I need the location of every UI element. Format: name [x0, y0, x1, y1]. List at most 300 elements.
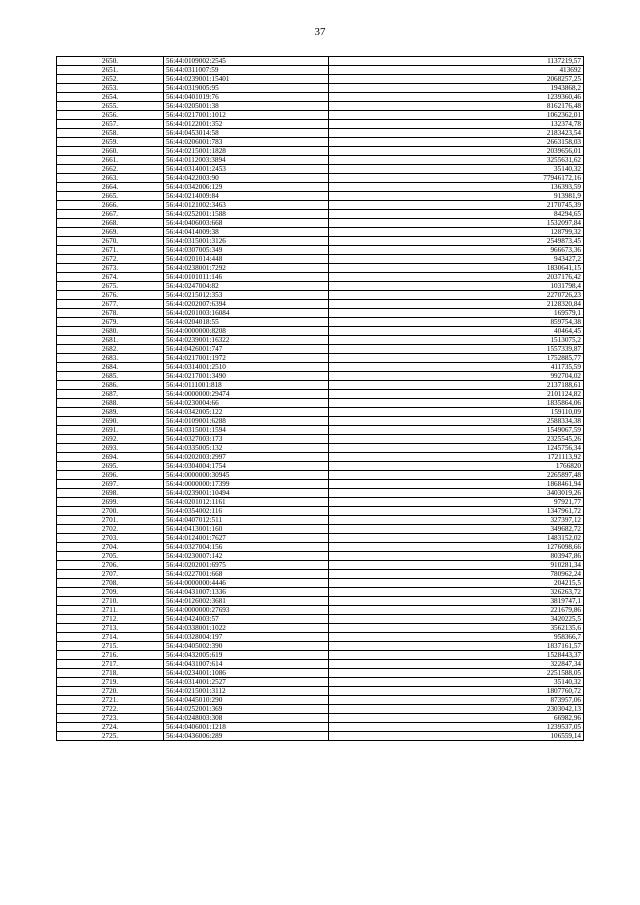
table-row — [57, 435, 584, 444]
cadastral-number-cell: 56:44:0424003:57 — [164, 615, 329, 624]
cadastral-number-cell: 56:44:0205001:38 — [164, 102, 329, 111]
cadastral-number-cell: 56:44:0202007:6394 — [164, 300, 329, 309]
cadastral-number-cell: 56:44:0453014:58 — [164, 129, 329, 138]
amount-cell: 35140,32 — [329, 165, 584, 174]
row-number-cell: 2657. — [57, 120, 164, 129]
amount-cell: 77946172,16 — [329, 174, 584, 183]
row-number-cell: 2662. — [57, 165, 164, 174]
cadastral-number-cell: 56:44:0109001:6288 — [164, 417, 329, 426]
table-row — [57, 390, 584, 399]
cadastral-number-cell: 56:44:0217001:1972 — [164, 354, 329, 363]
cadastral-number-cell: 56:44:0206001:783 — [164, 138, 329, 147]
row-number-cell: 2686. — [57, 381, 164, 390]
amount-cell: 97921,77 — [329, 498, 584, 507]
cadastral-number-cell: 56:44:0234001:1086 — [164, 669, 329, 678]
amount-cell: 128799,32 — [329, 228, 584, 237]
row-number-cell: 2655. — [57, 102, 164, 111]
amount-cell: 1276098,66 — [329, 543, 584, 552]
cadastral-number-cell: 56:44:0314001:2510 — [164, 363, 329, 372]
row-number-cell: 2717. — [57, 660, 164, 669]
cadastral-number-cell: 56:44:0239001:15401 — [164, 75, 329, 84]
amount-cell: 322847,34 — [329, 660, 584, 669]
table-row — [57, 579, 584, 588]
cadastral-number-cell: 56:44:0401019:76 — [164, 93, 329, 102]
amount-cell: 1062362,01 — [329, 111, 584, 120]
cadastral-number-cell: 56:44:0445010:290 — [164, 696, 329, 705]
amount-cell: 1837161,57 — [329, 642, 584, 651]
cadastral-number-cell: 56:44:0342006:129 — [164, 183, 329, 192]
cadastral-number-cell: 56:44:0227001:668 — [164, 570, 329, 579]
table-row — [57, 75, 584, 84]
cadastral-number-cell: 56:44:0422003:90 — [164, 174, 329, 183]
cadastral-number-cell: 56:44:0342005:122 — [164, 408, 329, 417]
amount-cell: 204215,5 — [329, 579, 584, 588]
row-number-cell: 2695. — [57, 462, 164, 471]
amount-cell: 136393,59 — [329, 183, 584, 192]
amount-cell: 2137188,61 — [329, 381, 584, 390]
table-row — [57, 102, 584, 111]
table-row — [57, 363, 584, 372]
row-number-cell: 2652. — [57, 75, 164, 84]
cadastral-number-cell: 56:44:0000000:27693 — [164, 606, 329, 615]
cadastral-number-cell: 56:44:0101011:146 — [164, 273, 329, 282]
cadastral-number-cell: 56:44:0247004:82 — [164, 282, 329, 291]
table-row — [57, 237, 584, 246]
row-number-cell: 2682. — [57, 345, 164, 354]
cadastral-number-cell: 56:44:0000000:17399 — [164, 480, 329, 489]
table-row — [57, 480, 584, 489]
amount-cell: 1721113,92 — [329, 453, 584, 462]
row-number-cell: 2701. — [57, 516, 164, 525]
table-row — [57, 498, 584, 507]
table-row — [57, 516, 584, 525]
cadastral-number-cell: 56:44:0307005:349 — [164, 246, 329, 255]
cadastral-number-cell: 56:44:0230007:142 — [164, 552, 329, 561]
amount-cell: 2251588,05 — [329, 669, 584, 678]
table-row — [57, 354, 584, 363]
amount-cell: 1245756,34 — [329, 444, 584, 453]
amount-cell: 169579,1 — [329, 309, 584, 318]
table-row — [57, 570, 584, 579]
table-row — [57, 84, 584, 93]
row-number-cell: 2723. — [57, 714, 164, 723]
cadastral-number-cell: 56:44:0314001:2453 — [164, 165, 329, 174]
table-row — [57, 462, 584, 471]
cadastral-number-cell: 56:44:0201014:448 — [164, 255, 329, 264]
cadastral-number-cell: 56:44:0000000:30945 — [164, 471, 329, 480]
amount-cell: 1532097,84 — [329, 219, 584, 228]
cadastral-number-cell: 56:44:0215012:353 — [164, 291, 329, 300]
table-row — [57, 552, 584, 561]
row-number-cell: 2702. — [57, 525, 164, 534]
table-row — [57, 219, 584, 228]
row-number-cell: 2696. — [57, 471, 164, 480]
row-number-cell: 2711. — [57, 606, 164, 615]
amount-cell: 2265897,48 — [329, 471, 584, 480]
cadastral-number-cell: 56:44:0202003:2997 — [164, 453, 329, 462]
table-row — [57, 255, 584, 264]
row-number-cell: 2698. — [57, 489, 164, 498]
row-number-cell: 2654. — [57, 93, 164, 102]
cadastral-number-cell: 56:44:0252001:369 — [164, 705, 329, 714]
cadastral-number-cell: 56:44:0436006:289 — [164, 732, 329, 741]
amount-cell: 221679,86 — [329, 606, 584, 615]
table-row — [57, 138, 584, 147]
row-number-cell: 2710. — [57, 597, 164, 606]
row-number-cell: 2704. — [57, 543, 164, 552]
amount-cell: 913981,9 — [329, 192, 584, 201]
cadastral-number-cell: 56:44:0335005:132 — [164, 444, 329, 453]
table-row — [57, 705, 584, 714]
table-row — [57, 543, 584, 552]
amount-cell: 1137219,57 — [329, 57, 584, 66]
table-row — [57, 228, 584, 237]
cadastral-number-cell: 56:44:0000000:8208 — [164, 327, 329, 336]
amount-cell: 2170745,39 — [329, 201, 584, 210]
cadastral-number-cell: 56:44:0319005:95 — [164, 84, 329, 93]
amount-cell: 66982,96 — [329, 714, 584, 723]
cadastral-number-cell: 56:44:0315001:1594 — [164, 426, 329, 435]
row-number-cell: 2683. — [57, 354, 164, 363]
row-number-cell: 2658. — [57, 129, 164, 138]
row-number-cell: 2688. — [57, 399, 164, 408]
row-number-cell: 2724. — [57, 723, 164, 732]
amount-cell: 3255631,62 — [329, 156, 584, 165]
cadastral-number-cell: 56:44:0109002:2545 — [164, 57, 329, 66]
row-number-cell: 2681. — [57, 336, 164, 345]
table-row — [57, 192, 584, 201]
table-row — [57, 183, 584, 192]
row-number-cell: 2708. — [57, 579, 164, 588]
cadastral-number-cell: 56:44:0413001:160 — [164, 525, 329, 534]
amount-cell: 803947,86 — [329, 552, 584, 561]
amount-cell: 859754,38 — [329, 318, 584, 327]
row-number-cell: 2691. — [57, 426, 164, 435]
row-number-cell: 2687. — [57, 390, 164, 399]
table-row — [57, 399, 584, 408]
row-number-cell: 2671. — [57, 246, 164, 255]
amount-cell: 2549873,45 — [329, 237, 584, 246]
amount-cell: 958366,7 — [329, 633, 584, 642]
cadastral-number-cell: 56:44:0121002:3463 — [164, 201, 329, 210]
cadastral-number-cell: 56:44:0252001:1588 — [164, 210, 329, 219]
table-row — [57, 489, 584, 498]
table-row — [57, 615, 584, 624]
table-row — [57, 426, 584, 435]
row-number-cell: 2692. — [57, 435, 164, 444]
amount-cell: 780962,24 — [329, 570, 584, 579]
cadastral-number-cell: 56:44:0327003:173 — [164, 435, 329, 444]
table-row — [57, 93, 584, 102]
amount-cell: 84294,65 — [329, 210, 584, 219]
amount-cell: 2068257,25 — [329, 75, 584, 84]
cadastral-number-cell: 56:44:0354002:116 — [164, 507, 329, 516]
row-number-cell: 2707. — [57, 570, 164, 579]
table-row — [57, 417, 584, 426]
amount-cell: 1830641,15 — [329, 264, 584, 273]
amount-cell: 1557339,87 — [329, 345, 584, 354]
table-row — [57, 345, 584, 354]
cadastral-number-cell: 56:44:0214009:84 — [164, 192, 329, 201]
row-number-cell: 2713. — [57, 624, 164, 633]
row-number-cell: 2706. — [57, 561, 164, 570]
amount-cell: 1513075,2 — [329, 336, 584, 345]
table-row — [57, 381, 584, 390]
table-body — [57, 57, 584, 741]
cadastral-table — [56, 56, 584, 741]
row-number-cell: 2673. — [57, 264, 164, 273]
row-number-cell: 2670. — [57, 237, 164, 246]
row-number-cell: 2674. — [57, 273, 164, 282]
amount-cell: 3819747,1 — [329, 597, 584, 606]
table-row — [57, 651, 584, 660]
amount-cell: 2588334,38 — [329, 417, 584, 426]
amount-cell: 992704,02 — [329, 372, 584, 381]
row-number-cell: 2656. — [57, 111, 164, 120]
row-number-cell: 2667. — [57, 210, 164, 219]
cadastral-number-cell: 56:44:0230004:66 — [164, 399, 329, 408]
amount-cell: 2037176,42 — [329, 273, 584, 282]
amount-cell: 1943868,2 — [329, 84, 584, 93]
cadastral-number-cell: 56:44:0311007:59 — [164, 66, 329, 75]
row-number-cell: 2650. — [57, 57, 164, 66]
table-row — [57, 129, 584, 138]
amount-cell: 35140,32 — [329, 678, 584, 687]
amount-cell: 3562135,6 — [329, 624, 584, 633]
amount-cell: 8162176,48 — [329, 102, 584, 111]
amount-cell: 1239537,05 — [329, 723, 584, 732]
cadastral-number-cell: 56:44:0215001:1828 — [164, 147, 329, 156]
row-number-cell: 2665. — [57, 192, 164, 201]
cadastral-number-cell: 56:44:0407012:511 — [164, 516, 329, 525]
amount-cell: 1347961,72 — [329, 507, 584, 516]
row-number-cell: 2661. — [57, 156, 164, 165]
row-number-cell: 2715. — [57, 642, 164, 651]
row-number-cell: 2678. — [57, 309, 164, 318]
row-number-cell: 2651. — [57, 66, 164, 75]
table-row — [57, 318, 584, 327]
amount-cell: 1807760,72 — [329, 687, 584, 696]
table-row — [57, 588, 584, 597]
table-row — [57, 264, 584, 273]
cadastral-number-cell: 56:44:0238001:7292 — [164, 264, 329, 273]
table-row — [57, 606, 584, 615]
table-row — [57, 156, 584, 165]
row-number-cell: 2725. — [57, 732, 164, 741]
cadastral-number-cell: 56:44:0126002:3681 — [164, 597, 329, 606]
cadastral-number-cell: 56:44:0215001:3112 — [164, 687, 329, 696]
table-row — [57, 660, 584, 669]
amount-cell: 1766820 — [329, 462, 584, 471]
amount-cell: 1239360,46 — [329, 93, 584, 102]
amount-cell: 2183423,54 — [329, 129, 584, 138]
cadastral-number-cell: 56:44:0405002:390 — [164, 642, 329, 651]
amount-cell: 2039656,01 — [329, 147, 584, 156]
cadastral-number-cell: 56:44:0239001:16322 — [164, 336, 329, 345]
table-row — [57, 201, 584, 210]
row-number-cell: 2718. — [57, 669, 164, 678]
cadastral-number-cell: 56:44:0406001:1218 — [164, 723, 329, 732]
amount-cell: 943427,2 — [329, 255, 584, 264]
cadastral-number-cell: 56:44:0239001:10494 — [164, 489, 329, 498]
cadastral-number-cell: 56:44:0432005:619 — [164, 651, 329, 660]
row-number-cell: 2684. — [57, 363, 164, 372]
amount-cell: 2663158,03 — [329, 138, 584, 147]
cadastral-number-cell: 56:44:0314001:2527 — [164, 678, 329, 687]
cadastral-number-cell: 56:44:0124001:7627 — [164, 534, 329, 543]
amount-cell: 1835864,06 — [329, 399, 584, 408]
cadastral-number-cell: 56:44:0327004:156 — [164, 543, 329, 552]
row-number-cell: 2685. — [57, 372, 164, 381]
table-row — [57, 696, 584, 705]
table-row — [57, 282, 584, 291]
table-row — [57, 147, 584, 156]
table-row — [57, 642, 584, 651]
table-row — [57, 273, 584, 282]
cadastral-number-cell: 56:44:0217001:3490 — [164, 372, 329, 381]
amount-cell: 413692 — [329, 66, 584, 75]
amount-cell: 3403019,26 — [329, 489, 584, 498]
amount-cell: 1752885,77 — [329, 354, 584, 363]
cadastral-number-cell: 56:44:0328004:197 — [164, 633, 329, 642]
row-number-cell: 2722. — [57, 705, 164, 714]
page-number: 37 — [314, 26, 326, 38]
amount-cell: 106559,14 — [329, 732, 584, 741]
table-row — [57, 120, 584, 129]
cadastral-number-cell: 56:44:0431007:1336 — [164, 588, 329, 597]
row-number-cell: 2720. — [57, 687, 164, 696]
cadastral-number-cell: 56:44:0000000:29474 — [164, 390, 329, 399]
table-row — [57, 687, 584, 696]
table-row — [57, 327, 584, 336]
amount-cell: 3420225,5 — [329, 615, 584, 624]
table-row — [57, 57, 584, 66]
row-number-cell: 2693. — [57, 444, 164, 453]
row-number-cell: 2705. — [57, 552, 164, 561]
row-number-cell: 2714. — [57, 633, 164, 642]
table-row — [57, 66, 584, 75]
amount-cell: 2128320,84 — [329, 300, 584, 309]
table-row — [57, 525, 584, 534]
row-number-cell: 2697. — [57, 480, 164, 489]
cadastral-number-cell: 56:44:0204018:55 — [164, 318, 329, 327]
row-number-cell: 2716. — [57, 651, 164, 660]
row-number-cell: 2679. — [57, 318, 164, 327]
table-row — [57, 291, 584, 300]
row-number-cell: 2690. — [57, 417, 164, 426]
cadastral-number-cell: 56:44:0426001:747 — [164, 345, 329, 354]
amount-cell: 873957,06 — [329, 696, 584, 705]
table-row — [57, 309, 584, 318]
cadastral-number-cell: 56:44:0248003:308 — [164, 714, 329, 723]
amount-cell: 2270726,23 — [329, 291, 584, 300]
amount-cell: 132374,78 — [329, 120, 584, 129]
table-row — [57, 561, 584, 570]
cadastral-number-cell: 56:44:0111001:818 — [164, 381, 329, 390]
table-row — [57, 444, 584, 453]
row-number-cell: 2660. — [57, 147, 164, 156]
cadastral-number-cell: 56:44:0304004:1754 — [164, 462, 329, 471]
amount-cell: 349682,72 — [329, 525, 584, 534]
amount-cell: 159110,09 — [329, 408, 584, 417]
table-row — [57, 408, 584, 417]
row-number-cell: 2677. — [57, 300, 164, 309]
row-number-cell: 2668. — [57, 219, 164, 228]
cadastral-number-cell: 56:44:0406003:668 — [164, 219, 329, 228]
amount-cell: 2303042,13 — [329, 705, 584, 714]
cadastral-number-cell: 56:44:0000000:4446 — [164, 579, 329, 588]
row-number-cell: 2666. — [57, 201, 164, 210]
row-number-cell: 2663. — [57, 174, 164, 183]
cadastral-number-cell: 56:44:0122001:352 — [164, 120, 329, 129]
table-row — [57, 678, 584, 687]
table-row — [57, 624, 584, 633]
cadastral-number-cell: 56:44:0201012:1161 — [164, 498, 329, 507]
row-number-cell: 2719. — [57, 678, 164, 687]
row-number-cell: 2700. — [57, 507, 164, 516]
row-number-cell: 2676. — [57, 291, 164, 300]
table-row — [57, 111, 584, 120]
row-number-cell: 2664. — [57, 183, 164, 192]
cadastral-number-cell: 56:44:0112003:3894 — [164, 156, 329, 165]
amount-cell: 411735,59 — [329, 363, 584, 372]
table-row — [57, 471, 584, 480]
amount-cell: 327397,12 — [329, 516, 584, 525]
table-row — [57, 597, 584, 606]
row-number-cell: 2699. — [57, 498, 164, 507]
table-row — [57, 174, 584, 183]
row-number-cell: 2680. — [57, 327, 164, 336]
cadastral-number-cell: 56:44:0338001:1022 — [164, 624, 329, 633]
table-row — [57, 507, 584, 516]
row-number-cell: 2703. — [57, 534, 164, 543]
row-number-cell: 2675. — [57, 282, 164, 291]
amount-cell: 1528443,37 — [329, 651, 584, 660]
amount-cell: 1549067,59 — [329, 426, 584, 435]
amount-cell: 910281,34 — [329, 561, 584, 570]
table-row — [57, 372, 584, 381]
row-number-cell: 2712. — [57, 615, 164, 624]
row-number-cell: 2709. — [57, 588, 164, 597]
cadastral-number-cell: 56:44:0201003:16084 — [164, 309, 329, 318]
table-row — [57, 336, 584, 345]
table-row — [57, 732, 584, 741]
amount-cell: 966673,36 — [329, 246, 584, 255]
row-number-cell: 2659. — [57, 138, 164, 147]
table-row — [57, 300, 584, 309]
row-number-cell: 2721. — [57, 696, 164, 705]
table-row — [57, 534, 584, 543]
table-row — [57, 714, 584, 723]
row-number-cell: 2689. — [57, 408, 164, 417]
row-number-cell: 2653. — [57, 84, 164, 93]
amount-cell: 40464,45 — [329, 327, 584, 336]
table-row — [57, 246, 584, 255]
amount-cell: 1868461,94 — [329, 480, 584, 489]
amount-cell: 2101124,82 — [329, 390, 584, 399]
table-row — [57, 165, 584, 174]
cadastral-number-cell: 56:44:0202001:6975 — [164, 561, 329, 570]
table-row — [57, 723, 584, 732]
row-number-cell: 2669. — [57, 228, 164, 237]
table-row — [57, 453, 584, 462]
table-row — [57, 210, 584, 219]
row-number-cell: 2672. — [57, 255, 164, 264]
cadastral-number-cell: 56:44:0315001:3126 — [164, 237, 329, 246]
table-row — [57, 633, 584, 642]
row-number-cell: 2694. — [57, 453, 164, 462]
amount-cell: 1483152,02 — [329, 534, 584, 543]
